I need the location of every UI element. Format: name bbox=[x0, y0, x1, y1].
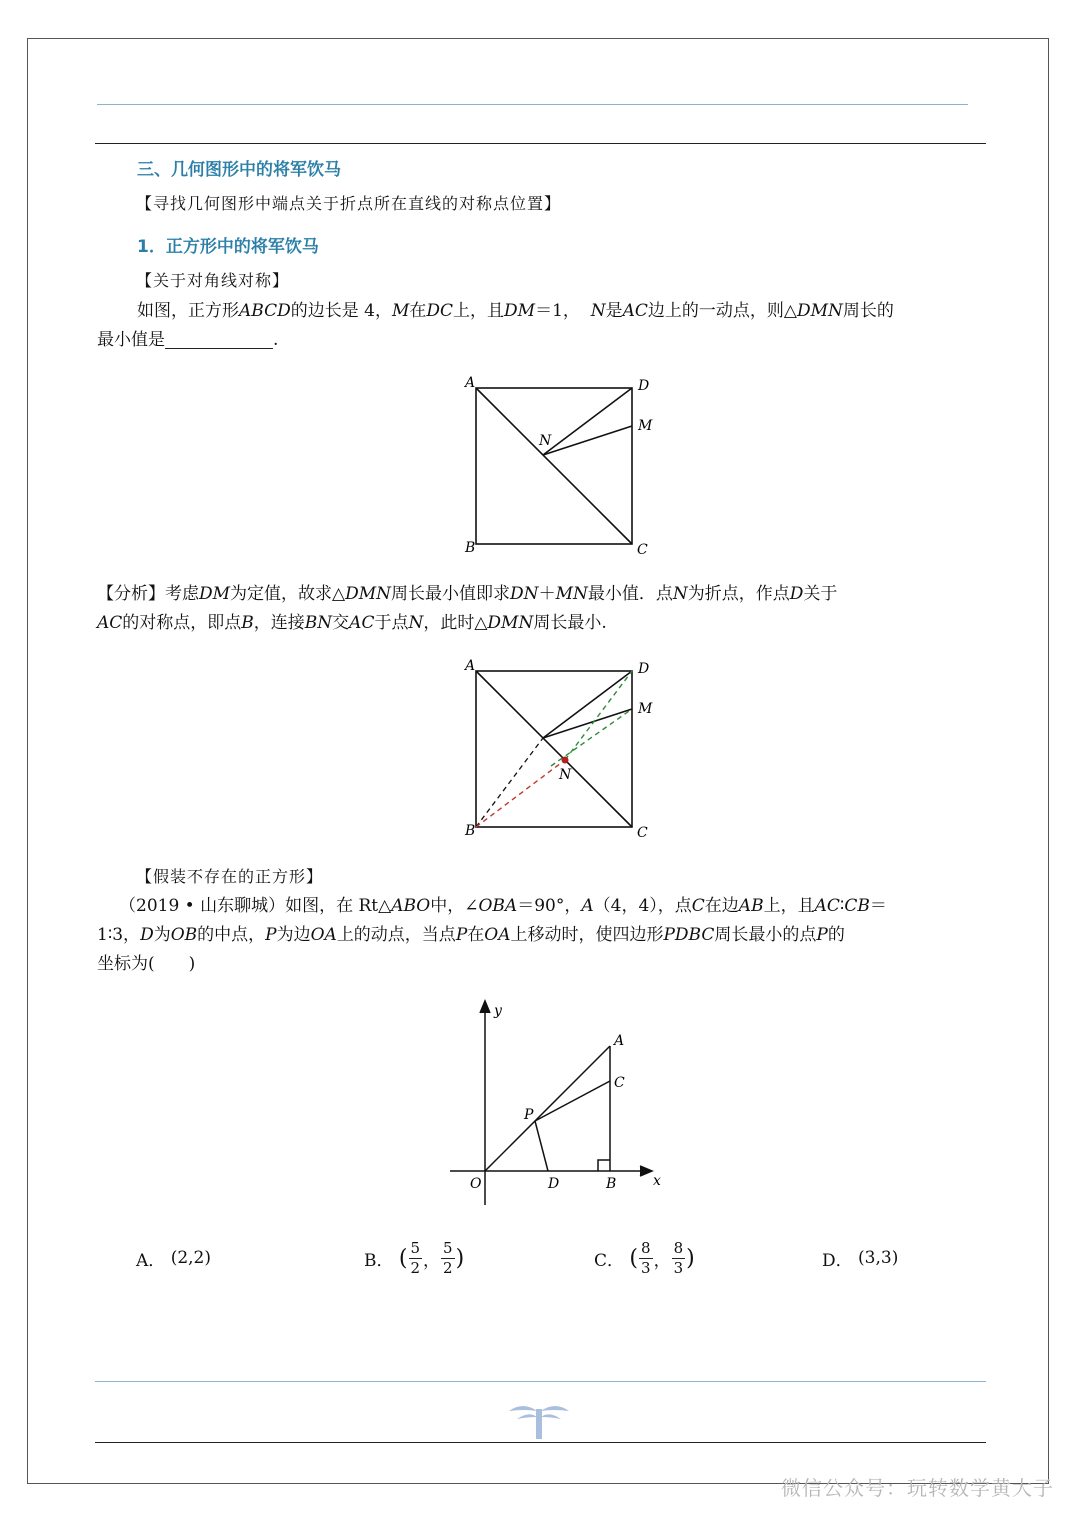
problem1-line1: 如图，正方形ABCD的边长是 4，M在DC上，且DM＝1， N是AC边上的一动点，则△DMN周长的 bbox=[137, 301, 894, 321]
footer-rule-black bbox=[95, 1442, 986, 1443]
figure-square-2 bbox=[455, 653, 665, 843]
label-y: y bbox=[494, 1003, 502, 1019]
label-A: A bbox=[465, 375, 476, 391]
label-C: C bbox=[637, 542, 648, 558]
answer-blank[interactable] bbox=[165, 330, 273, 349]
watermark: 微信公众号：玩转数学黄大子 bbox=[781, 1476, 1054, 1500]
label-A: A bbox=[614, 1033, 625, 1049]
option-A[interactable]: A． (2,2) bbox=[136, 1248, 211, 1271]
problem2-line2: 1∶3，D为OB的中点，P为边OA上的动点，当点P在OA上移动时，使四边形PDBC周长最小的点P的 bbox=[97, 925, 845, 945]
problem2-line1: （2019 • 山东聊城）如图，在 Rt△ABO中，∠OBA＝90°，A（4，4），点C在边AB上，且AC∶CB＝ bbox=[119, 896, 887, 916]
label-M: M bbox=[638, 418, 653, 434]
label-A: A bbox=[465, 658, 476, 674]
point-N bbox=[562, 757, 569, 764]
figure-coordinate bbox=[440, 995, 680, 1210]
footer-logo-icon bbox=[503, 1395, 575, 1443]
subsection-tag-hidden-square: 【假装不存在的正方形】 bbox=[136, 867, 324, 886]
subsection-title: 1．正方形中的将军饮马 bbox=[137, 237, 319, 257]
label-M: M bbox=[638, 701, 653, 717]
dashed-BN-black bbox=[476, 738, 543, 827]
dashed-BN-red bbox=[476, 760, 565, 827]
label-D: D bbox=[638, 661, 650, 677]
label-P: P bbox=[524, 1107, 534, 1123]
label-B: B bbox=[465, 540, 476, 556]
section-title: 三、几何图形中的将军饮马 bbox=[137, 160, 341, 180]
label-N: N bbox=[559, 767, 572, 783]
footer-rule-blue bbox=[95, 1381, 986, 1382]
label-D: D bbox=[638, 378, 650, 394]
section-subtitle: 【寻找几何图形中端点关于折点所在直线的对称点位置】 bbox=[136, 194, 562, 213]
analysis-line1: 【分析】考虑DM为定值，故求△DMN周长最小值即求DN＋MN最小值．点N为折点，作点D关于 bbox=[97, 584, 838, 604]
label-O: O bbox=[470, 1176, 482, 1192]
problem1-line2: 最小值是 . bbox=[97, 330, 279, 350]
problem2-line3: 坐标为( ) bbox=[97, 954, 196, 974]
label-D: D bbox=[548, 1176, 560, 1192]
header-rule-blue bbox=[97, 104, 968, 105]
label-B: B bbox=[606, 1176, 617, 1192]
option-B[interactable]: B． ( $\frac{5}{2}$ ， $\frac{5}{2}$ ) bbox=[364, 1238, 465, 1277]
label-N: N bbox=[539, 433, 552, 449]
subsection-tag-diagonal: 【关于对角线对称】 bbox=[136, 271, 290, 290]
label-C: C bbox=[614, 1075, 625, 1091]
option-D[interactable]: D． (3,3) bbox=[822, 1248, 899, 1271]
option-C[interactable]: C． ( $\frac{8}{3}$ ， $\frac{8}{3}$ ) bbox=[594, 1238, 695, 1277]
figure-square-1 bbox=[455, 370, 665, 560]
dashed-ND-green bbox=[565, 671, 632, 760]
label-x: x bbox=[653, 1173, 661, 1189]
label-C: C bbox=[637, 825, 648, 841]
label-B: B bbox=[465, 823, 476, 839]
header-rule-black bbox=[95, 143, 986, 144]
analysis-line2: AC的对称点，即点B，连接BN交AC于点N，此时△DMN周长最小. bbox=[97, 613, 607, 633]
